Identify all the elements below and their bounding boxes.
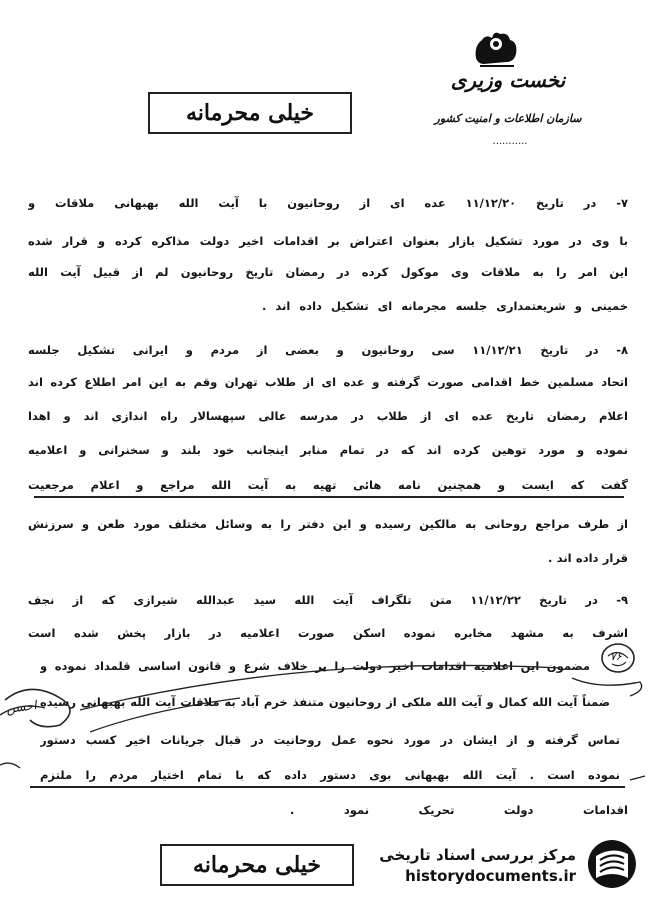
paragraph-line: نموده است . آیت الله بهبهانی بوی دستور داده که با تمام اختیار مردم را ملتزم [40,768,620,782]
header-reference-line: ........... [492,136,528,147]
paragraph-line: قرار داده اند . [548,551,628,565]
classification-stamp-top: خیلی محرمانه [148,92,352,134]
emblem-icon [470,28,522,70]
underline-mark [34,496,624,498]
archive-name: مرکز بررسی اسناد تاریخی [379,846,576,864]
paragraph-line: ۷- در تاریخ ۱۱/۱۲/۲۰ عده ای از روحانیون با آیت الله بهبهانی ملاقات و [28,196,628,210]
margin-note-left: احسن [5,697,38,717]
paragraph-line: اقدامات دولت تحریک نمود . [290,803,628,817]
paragraph-line: اتحاد مسلمین خط اقدامی صورت گرفته و عده ای از طلاب تهران وقم به این امر اطلاع کرده اند [28,375,628,389]
paragraph-line: اعلام رمضان تاریخ عده ای از طلاب در مدرسه عالی سپهسالار راه اندازی اند و اهدا [28,409,628,423]
paragraph-line: ۸- در تاریخ ۱۱/۱۲/۲۱ سی روحانیون و بعضی از مردم و ایرانی تشکیل جلسه [28,343,628,357]
paragraph-line: ۹- در تاریخ ۱۱/۱۲/۲۲ متن تلگراف آیت الله سید عبدالله شیرازی که از نجف [28,593,628,607]
paragraph-line: اشرف به مشهد مخابره نموده اسکن صورت اعلامیه در بازار پخش شده است [28,626,628,640]
paragraph-line: مضمون این اعلامیه اقدامات اخیر دولت را بر خلاف شرع و قانون اساسی قلمداد نموده و [40,659,590,673]
paragraph-line: با وی در مورد تشکیل بازار بعنوان اعتراض بر اقدامات اخیر دولت مذاکره کرده و قرار شده [28,234,628,248]
paragraph-line: ضمناً آیت الله کمال و آیت الله ملکی از روحانیون متنفذ خرم آباد به ملاقات آیت الله بهبهانی رسیده [40,695,610,709]
header-org-title: نخست وزیری [450,68,566,92]
header-org-subtitle: سازمان اطلاعات و امنیت کشور [434,112,582,125]
paragraph-line: خمینی و شریعتمداری جلسه مجرمانه ای تشکیل داده اند . [262,299,628,313]
paragraph-line: گفت که ایست و همچنین نامه هائی تهیه به آیت الله مراجع و اعلام مرجعیت [28,478,628,492]
archive-url: historydocuments.ir [405,867,576,885]
paragraph-line: نموده و مورد توهین کرده اند که در تمام منابر اینجانب خود بلند و سخنرانی و اعلامیه [28,443,628,457]
margin-note-right: ۷۶ [610,650,622,663]
paragraph-line: از طرف مراجع روحانی به مالکین رسیده و این دفتر را به وسائل مختلف مورد طعن و سرزنش [28,517,628,531]
archive-logo-icon [584,838,640,890]
paragraph-line: تماس گرفته و از ایشان در مورد نحوه عمل روحانیت در قبال جریانات اخیر کسب دستور [40,733,620,747]
handwritten-annotation [0,640,652,790]
paragraph-line: این امر را به ملاقات وی موکول کرده در رمضان تاریخ روحانیون لم از قبیل آیت الله [28,265,628,279]
classification-stamp-bottom: خیلی محرمانه [160,844,354,886]
